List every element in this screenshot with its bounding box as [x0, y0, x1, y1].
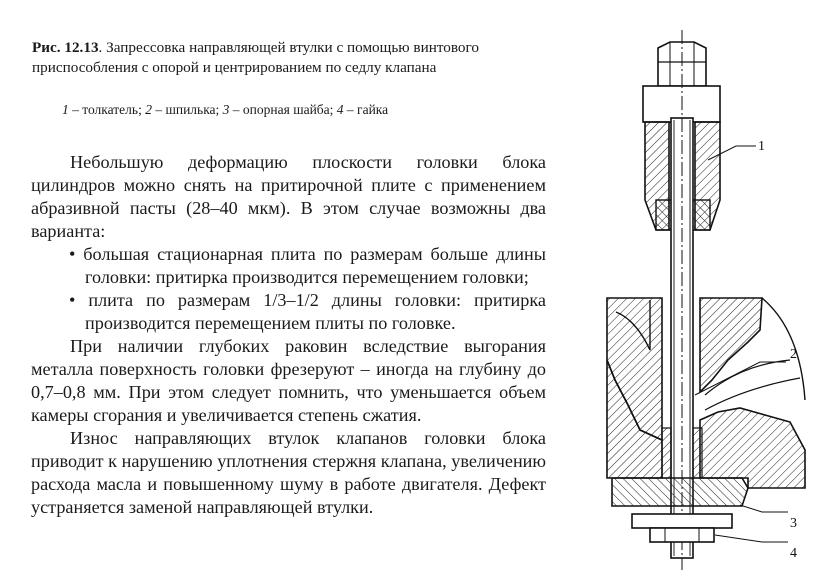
legend-text-1: – толкатель;: [68, 102, 146, 117]
figure-caption: [32, 38, 562, 78]
figure-title: . Запрессовка направляющей втулки с помощью винтового приспособления с опорой и центрированием по седлу клапана: [32, 39, 479, 76]
valve-guide-press-drawing: [555, 20, 814, 586]
list-item-large-plate: • большая стационарная плита по размерам больше длины головки: притирка производится перемещением головки;: [69, 244, 546, 287]
legend-number-2: 2: [145, 102, 152, 117]
callout-3: 3: [790, 516, 797, 531]
callout-4: 4: [790, 546, 797, 561]
figure-legend: [62, 102, 388, 118]
legend-text-3: – опорная шайба;: [229, 102, 337, 117]
legend-number-3: 3: [222, 102, 230, 117]
legend-number-4: 4: [336, 102, 344, 117]
list-item-small-plate: • плита по размерам 1/3–1/2 длины головки: притирка производится перемещением плиты по головке.: [69, 290, 546, 333]
paragraph-guide-wear: Износ направляющих втулок клапанов головки блока приводит к нарушению уплотнения стержня клапана, увеличению расхода масла и повышенному шуму в работе двигателя. Дефект устраняется заменой направляющей втулки.: [31, 428, 546, 517]
support-washer-part-3: [612, 478, 748, 506]
legend-text-4: – гайка: [343, 102, 389, 117]
callout-1: 1: [758, 139, 765, 154]
callout-2: 2: [790, 347, 797, 362]
paragraph-milling: При наличии глубоких раковин вследствие выгорания металла поверхность головки фрезеруют – иногда на глубину до 0,7–0,8 мм. При этом следует помнить, что уменьшается объем камеры сгорания и увеличивается степень сжатия.: [31, 336, 546, 425]
legend-number-1: 1: [62, 102, 69, 117]
nut-part-4: [632, 514, 732, 542]
body-text: [31, 151, 546, 519]
figure-label: Рис. 12.13: [32, 39, 99, 56]
cylinder-head-section: [607, 298, 805, 488]
paragraph-deformation: Небольшую деформацию плоскости головки блока цилиндров можно снять на притирочной плите с применением абразивной пасты (28–40 мкм). В этом случае возможны два варианта:: [31, 152, 546, 241]
legend-text-2: – шпилька;: [151, 102, 223, 117]
